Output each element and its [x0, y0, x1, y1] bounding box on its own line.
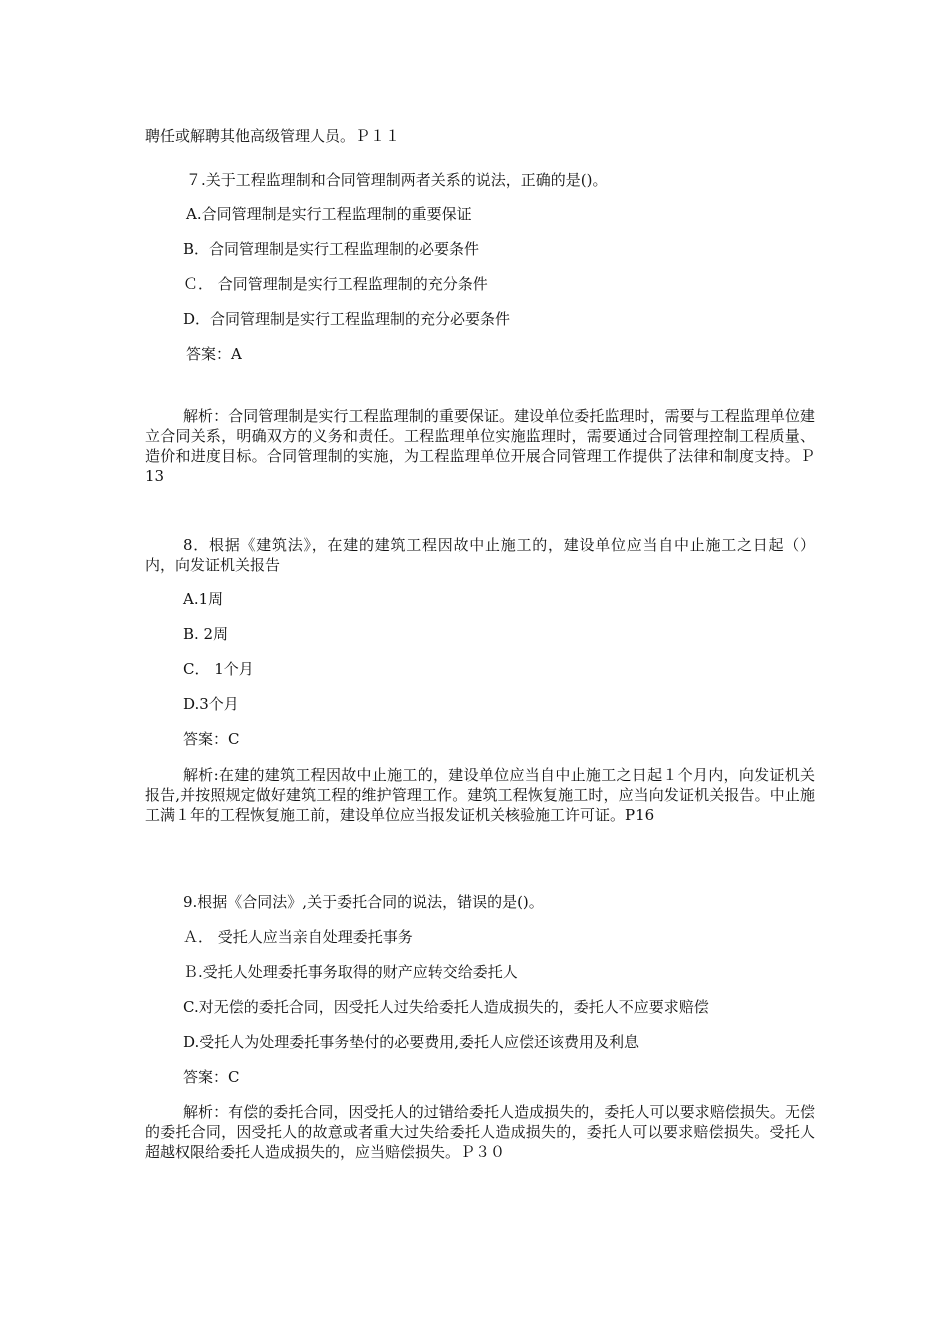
option-a: A.合同管理制是实行工程监理制的重要保证	[186, 205, 472, 223]
analysis-paragraph: 解析：合同管理制是实行工程监理制的重要保证。建设单位委托监理时，需要与工程监理单位建立合同关系，明确双方的义务和责任。工程监理单位实施监理时，需要通过合同管理控制工程质量、造价和进度目标。合同管理制的实施，为工程监理单位开展合同管理工作提供了法律和制度支持。Ｐ13	[145, 407, 815, 485]
analysis-paragraph: 解析:在建的建筑工程因故中止施工的，建设单位应当自中止施工之日起１个月内，向发证机关报告,并按照规定做好建筑工程的维护管理工作。建筑工程恢复施工时，应当向发证机关报告。中止施工满１年的工程恢复施工前，建设单位应当报发证机关核验施工许可证。P16	[145, 766, 815, 824]
option-b: Ｂ.受托人处理委托事务取得的财产应转交给委托人	[183, 963, 518, 981]
analysis-paragraph: 解析：有偿的委托合同，因受托人的过错给委托人造成损失的，委托人可以要求赔偿损失。无偿的委托合同，因受托人的故意或者重大过失给委托人造成损失的，委托人可以要求赔偿损失。受托人超越权限给委托人造成损失的，应当赔偿损失。Ｐ３０	[145, 1103, 815, 1161]
question-stem: 8．根据《建筑法》，在建的建筑工程因故中止施工的，建设单位应当自中止施工之日起（）内，向发证机关报告	[145, 536, 815, 574]
option-c: C． 1个月	[183, 660, 254, 678]
option-a: Ａ． 受托人应当亲自处理委托事务	[183, 928, 413, 946]
answer-line: 答案：C	[183, 1068, 240, 1086]
previous-answer-fragment: 聘任或解聘其他高级管理人员。Ｐ１１	[145, 127, 401, 145]
option-d: D．合同管理制是实行工程监理制的充分必要条件	[183, 310, 511, 328]
option-d: D.3个月	[183, 695, 239, 713]
option-a: A.1周	[183, 590, 224, 608]
question-stem: ７.关于工程监理制和合同管理制两者关系的说法，正确的是()。	[186, 171, 608, 189]
option-d: D.受托人为处理委托事务垫付的必要费用,委托人应偿还该费用及利息	[183, 1033, 640, 1051]
option-c: Ｃ． 合同管理制是实行工程监理制的充分条件	[183, 275, 488, 293]
option-b: B. 2周	[183, 625, 229, 643]
answer-line: 答案：A	[186, 345, 242, 363]
option-c: C.对无偿的委托合同，因受托人过失给委托人造成损失的，委托人不应要求赔偿	[183, 998, 709, 1016]
option-b: B．合同管理制是实行工程监理制的必要条件	[183, 240, 480, 258]
question-stem: 9.根据《合同法》,关于委托合同的说法，错误的是()。	[183, 893, 544, 911]
answer-line: 答案：C	[183, 730, 240, 748]
